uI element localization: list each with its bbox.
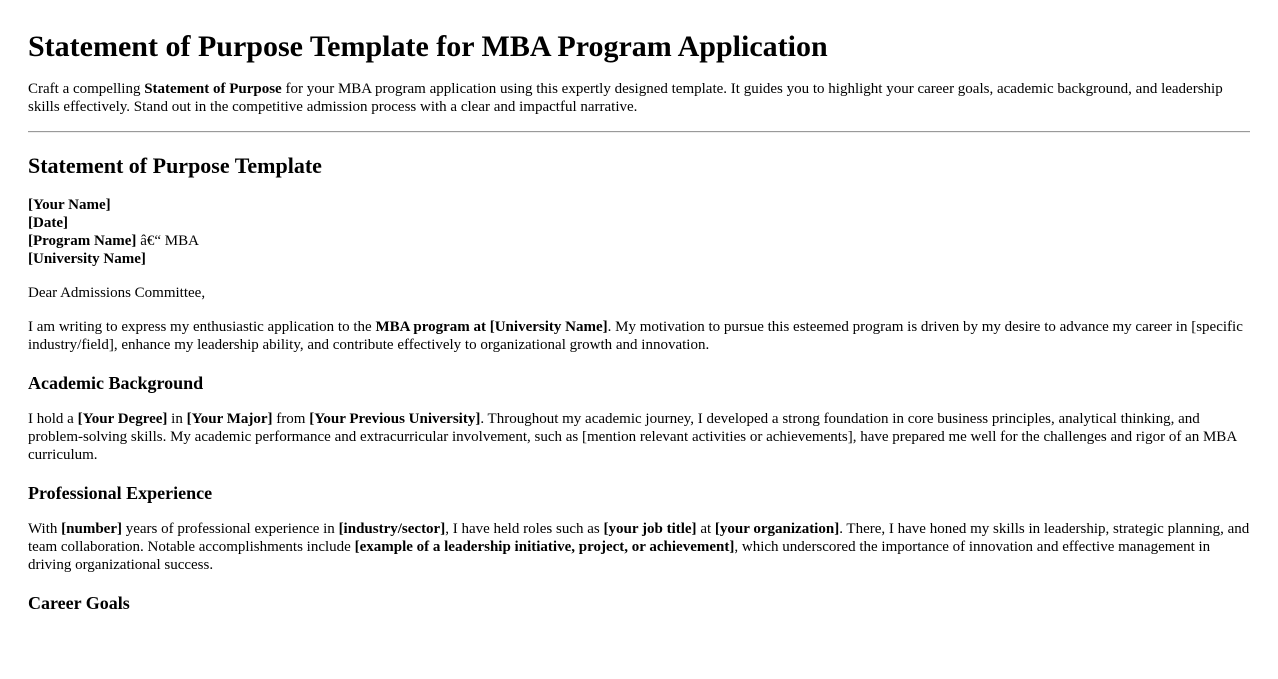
opening-text-after: . My motivation to pursue this esteemed program is driven by my desire to advance my career in [specific industry/field], enhance my leadership ability, and contribute effectively to organizational growth and innovation. [28, 319, 1243, 353]
letter-header-block [28, 196, 1250, 268]
university-name-field: [University Name] [28, 251, 146, 267]
divider [28, 131, 1250, 133]
placeholder-job-title: [your job title] [603, 521, 697, 537]
section-heading-academic-background: Academic Background [28, 373, 204, 393]
text-run: years of professional experience in [121, 521, 339, 537]
text-run: at [696, 521, 715, 537]
text-run: , which underscored the importance of innovation and effective management in driving organizational success. [28, 539, 1211, 573]
page-title: Statement of Purpose Template for MBA Program Application [28, 30, 828, 63]
placeholder-previous-university: [Your Previous University] [309, 411, 481, 427]
section-heading-career-goals: Career Goals [28, 593, 130, 613]
intro-text-before: Craft a compelling [28, 81, 145, 97]
opening-text-bold: MBA program at [University Name] [375, 319, 608, 335]
program-line [28, 232, 1250, 250]
placeholder-achievement: [example of a leadership initiative, project, or achievement] [354, 539, 735, 555]
text-run: . There, I have honed my skills in leadership, strategic planning, and team collaboration. Notable accomplishments include [28, 521, 1250, 555]
program-suffix: â€“ MBA [136, 233, 199, 249]
intro-text-bold: Statement of Purpose [144, 81, 282, 97]
professional-experience-paragraph [28, 520, 1250, 574]
text-run: in [167, 411, 187, 427]
placeholder-number: [number] [61, 521, 122, 537]
text-run: . Throughout my academic journey, I developed a strong foundation in core business principles, analytical thinking, and problem-solving skills. My academic performance and extracurricular involvement, such as [mention relevant activities or achievements], have prepared me well for the challenges and rigor of an MBA curriculum. [28, 411, 1237, 463]
your-name-field: [Your Name] [28, 197, 111, 213]
intro-paragraph [28, 80, 1250, 116]
date-field: [Date] [28, 215, 68, 231]
intro-text-after: for your MBA program application using this expertly designed template. It guides you to highlight your career goals, academic background, and leadership skills effectively. Stand out in the competitive admission process with a clear and impactful narrative. [28, 81, 1223, 115]
text-run: from [272, 411, 310, 427]
text-run: With [28, 521, 62, 537]
template-heading: Statement of Purpose Template [28, 153, 322, 178]
opening-text-before: I am writing to express my enthusiastic application to the [28, 319, 376, 335]
opening-paragraph [28, 318, 1250, 354]
text-run: , I have held roles such as [445, 521, 604, 537]
section-heading-professional-experience: Professional Experience [28, 483, 213, 503]
placeholder-industry: [industry/sector] [338, 521, 446, 537]
text-run: I hold a [28, 411, 78, 427]
salutation: Dear Admissions Committee, [28, 285, 206, 301]
academic-background-paragraph [28, 410, 1250, 464]
placeholder-organization: [your organization] [714, 521, 840, 537]
placeholder-degree: [Your Degree] [77, 411, 168, 427]
placeholder-major: [Your Major] [186, 411, 273, 427]
program-name-field: [Program Name] [28, 233, 137, 249]
